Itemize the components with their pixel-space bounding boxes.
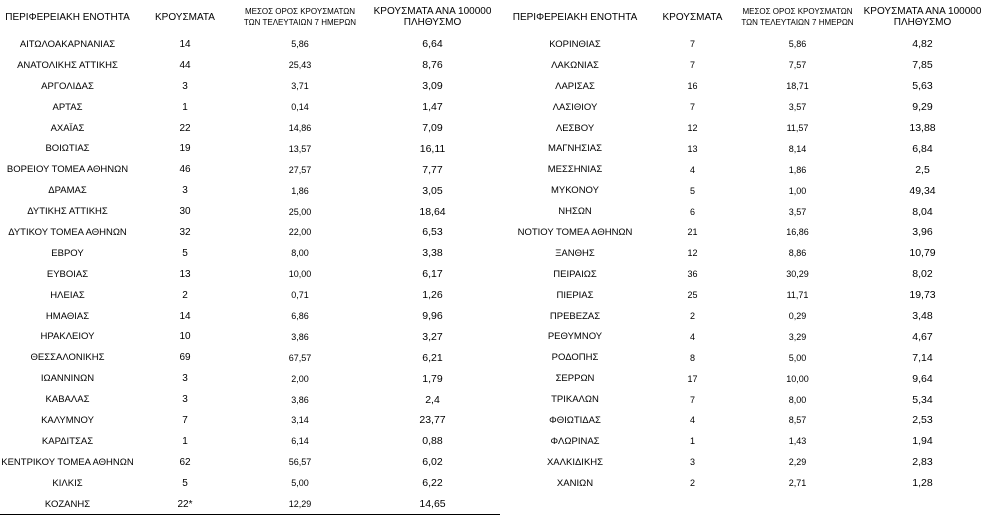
region-cell: ΛΑΣΙΘΙΟΥ: [552, 101, 598, 113]
region-cell: ΚΑΒΑΛΑΣ: [45, 394, 90, 406]
rate-cell: 8,02: [912, 268, 933, 281]
cases-cell: 30: [179, 206, 191, 218]
rate-cell: 3,27: [422, 330, 443, 343]
cases-cell: 5: [689, 185, 695, 196]
rate-cell: 6,21: [422, 351, 443, 364]
table-row: [500, 97, 985, 118]
header-avg-line1: ΜΕΣΟΣ ΟΡΟΣ ΚΡΟΥΣΜΑΤΩΝ: [244, 7, 356, 16]
rate-cell: 14,65: [365, 494, 500, 515]
region-cell: ΝΗΣΩΝ: [558, 206, 592, 218]
avg-cell: 1,86: [788, 164, 807, 175]
region-cell: ΧΑΛΚΙΔΙΚΗΣ: [546, 456, 604, 468]
avg-cell: 25,00: [288, 206, 312, 217]
rate-cell: 10,79: [909, 247, 936, 260]
region-cell: ΜΥΚΟΝΟΥ: [551, 185, 599, 197]
region-cell: ΣΕΡΡΩΝ: [555, 373, 595, 385]
rate-cell: 7,09: [422, 122, 443, 134]
region-cell: ΠΕΙΡΑΙΩΣ: [553, 268, 597, 280]
cases-cell: 25: [687, 290, 698, 301]
region-cell: ΔΥΤΙΚΗΣ ΑΤΤΙΚΗΣ: [27, 206, 108, 218]
cases-cell: 7: [689, 102, 695, 113]
avg-cell: 0,29: [788, 311, 807, 322]
table-row: [0, 76, 500, 97]
avg-cell: 2,00: [291, 373, 309, 384]
table-row: [500, 285, 985, 306]
cases-cell: 3: [182, 185, 188, 197]
rate-cell: 7,77: [422, 163, 443, 176]
region-cell: ΔΡΑΜΑΣ: [48, 185, 87, 197]
avg-cell: 5,86: [788, 39, 807, 50]
avg-cell: 3,86: [291, 394, 309, 405]
table-row: [500, 410, 985, 431]
cases-cell: 4: [689, 331, 695, 342]
table-row: [500, 180, 985, 201]
table-row: [0, 243, 500, 264]
table-row: [0, 138, 500, 159]
cases-cell: 2: [689, 311, 695, 322]
region-cell: ΑΝΑΤΟΛΙΚΗΣ ΑΤΤΙΚΗΣ: [17, 59, 118, 71]
region-cell: ΒΟΙΩΤΙΑΣ: [45, 143, 90, 155]
header-avg: [235, 0, 365, 34]
table-row: [500, 368, 985, 389]
avg-cell: 7,57: [788, 60, 807, 71]
header-region: ΠΕΡΙΦΕΡΕΙΑΚΗ ΕΝΟΤΗΤΑ: [5, 11, 130, 23]
rate-cell: 3,05: [422, 184, 443, 197]
avg-cell: 1,43: [788, 436, 807, 447]
table-row: [0, 306, 500, 327]
table-row: [500, 306, 985, 327]
rate-cell: 6,17: [422, 268, 443, 281]
avg-cell: 2,29: [788, 457, 807, 468]
table-row: [0, 97, 500, 118]
avg-cell: 3,86: [291, 331, 309, 342]
region-cell: ΡΟΔΟΠΗΣ: [551, 352, 599, 364]
table-row: [500, 243, 985, 264]
avg-cell: 5,86: [291, 39, 309, 50]
avg-cell: 0,71: [291, 290, 309, 301]
cases-cell: 10: [179, 331, 191, 343]
region-cell: ΧΑΝΙΩΝ: [556, 477, 594, 489]
cases-cell: 14: [179, 38, 191, 50]
header-row: [500, 0, 985, 34]
cases-cell: 62: [179, 456, 191, 468]
avg-cell: 8,57: [788, 415, 807, 426]
table-row: [0, 389, 500, 410]
cases-cell: 3: [182, 394, 188, 406]
cases-cell: 12: [687, 123, 698, 133]
table-row: [500, 159, 985, 180]
region-cell: ΑΡΓΟΛΙΔΑΣ: [41, 80, 94, 92]
cases-cell: 1: [182, 435, 188, 447]
table-row: [500, 264, 985, 285]
avg-cell: 8,00: [788, 394, 807, 405]
table-row: [0, 201, 500, 222]
avg-cell: 8,86: [788, 248, 807, 259]
header-rate-line1: ΚΡΟΥΣΜΑΤΑ ΑΝΑ 100000: [373, 6, 492, 17]
avg-cell: 3,57: [788, 102, 807, 113]
rate-cell: 7,14: [912, 351, 933, 364]
avg-cell: 22,00: [288, 227, 312, 238]
table-row: [500, 222, 985, 243]
rate-cell: 1,47: [422, 101, 443, 114]
cases-cell: 5: [182, 477, 188, 489]
avg-cell: 11,71: [786, 290, 809, 301]
region-cell: ΕΒΡΟΥ: [51, 247, 84, 259]
table-row: [0, 431, 500, 452]
rate-cell: 8,76: [422, 59, 443, 72]
cases-cell: 7: [689, 394, 695, 405]
region-cell: ΔΥΤΙΚΟΥ ΤΟΜΕΑ ΑΘΗΝΩΝ: [8, 226, 127, 238]
header-cases: ΚΡΟΥΣΜΑΤΑ: [155, 11, 215, 23]
region-cell: ΛΑΚΩΝΙΑΣ: [551, 59, 599, 71]
avg-cell: 10,00: [786, 373, 809, 384]
rate-cell: 9,29: [912, 101, 933, 114]
table-row: [500, 452, 985, 473]
region-cell: ΚΑΛΥΜΝΟΥ: [41, 414, 94, 426]
avg-cell: 10,00: [288, 269, 312, 280]
cases-cell: 14: [179, 310, 191, 322]
region-cell: ΦΛΩΡΙΝΑΣ: [550, 435, 600, 447]
cases-cell: 7: [689, 39, 695, 50]
cases-cell: 4: [689, 164, 695, 175]
rate-cell: 1,79: [422, 372, 443, 385]
avg-cell: 5,00: [291, 478, 309, 489]
rate-cell: 1,28: [912, 477, 933, 490]
table-row: [500, 473, 985, 494]
rate-cell: 9,64: [912, 372, 933, 385]
header-rate: [365, 0, 500, 34]
cases-cell: 46: [179, 164, 191, 176]
rate-cell: 4,67: [912, 330, 933, 343]
rate-cell: 3,38: [422, 247, 443, 260]
rate-cell: 3,09: [422, 80, 443, 93]
cases-cell: 16: [687, 81, 698, 92]
avg-cell: 56,57: [288, 457, 312, 468]
region-cell: ΑΡΤΑΣ: [52, 101, 83, 113]
avg-cell: 67,57: [288, 352, 312, 363]
cases-cell: 8: [689, 352, 695, 363]
avg-cell: 27,57: [288, 164, 312, 175]
rate-cell: 2,5: [915, 163, 930, 176]
rate-cell: 6,02: [422, 456, 443, 469]
cases-cell: 22: [179, 122, 191, 134]
table-row: [0, 410, 500, 431]
cases-cell: 36: [687, 269, 698, 280]
cases-cell: 32: [179, 226, 191, 238]
table-row: [0, 347, 500, 368]
avg-cell: 16,86: [786, 227, 809, 238]
region-cell: ΚΟΡΙΝΘΙΑΣ: [549, 38, 601, 50]
table-row: [500, 55, 985, 76]
region-cell: ΚΟΖΑΝΗΣ: [0, 494, 135, 515]
table-row: [500, 34, 985, 55]
header-rate-line2: ΠΛΗΘΥΣΜΟ: [893, 17, 952, 28]
cases-cell: 7: [689, 60, 695, 71]
cases-cell: 13: [179, 268, 191, 280]
table-row: [500, 76, 985, 97]
rate-cell: 19,73: [909, 289, 936, 302]
region-cell: ΡΕΘΥΜΝΟΥ: [547, 331, 603, 343]
cases-cell: 13: [687, 143, 698, 154]
region-cell: ΦΘΙΩΤΙΔΑΣ: [549, 414, 601, 426]
rate-cell: 6,64: [422, 38, 443, 51]
cases-cell: 4: [689, 415, 695, 426]
region-cell: ΚΑΡΔΙΤΣΑΣ: [41, 435, 94, 447]
table-row: [0, 452, 500, 473]
avg-cell: 1,00: [788, 185, 807, 196]
table-row: [0, 34, 500, 55]
table-row: [500, 326, 985, 347]
cases-cell: 12: [687, 248, 698, 259]
table-row: [0, 222, 500, 243]
avg-cell: 6,86: [291, 311, 309, 322]
rate-cell: 8,04: [912, 205, 933, 218]
table-row: [0, 55, 500, 76]
cases-cell: 7: [182, 414, 188, 426]
rate-cell: 13,88: [909, 122, 936, 134]
avg-cell: 6,14: [291, 436, 309, 447]
avg-cell: 3,57: [788, 206, 807, 217]
cases-cell: 22*: [135, 494, 235, 515]
header-rate-line1: ΚΡΟΥΣΜΑΤΑ ΑΝΑ 100000: [863, 6, 982, 17]
rate-cell: 5,63: [912, 80, 933, 93]
table-row: [0, 159, 500, 180]
rate-cell: 2,4: [425, 393, 440, 406]
rate-cell: 6,53: [422, 226, 443, 239]
rate-cell: 2,83: [912, 456, 933, 469]
cases-cell: 69: [179, 352, 191, 364]
rate-cell: 9,96: [422, 310, 443, 323]
header-avg-line2: ΤΩΝ ΤΕΛΕΥΤΑΙΩΝ 7 ΗΜΕΡΩΝ: [243, 18, 357, 27]
region-cell: ΛΕΣΒΟΥ: [555, 122, 595, 134]
header-row: [0, 0, 500, 34]
table-row: [0, 368, 500, 389]
region-cell: ΜΑΓΝΗΣΙΑΣ: [548, 143, 602, 155]
rate-cell: 4,82: [912, 38, 933, 51]
rate-cell: 3,96: [912, 226, 933, 239]
avg-cell: 12,29: [235, 494, 365, 515]
avg-cell: 5,00: [788, 352, 807, 363]
rate-cell: 6,22: [422, 477, 443, 490]
cases-cell: 2: [182, 289, 188, 301]
header-avg-line1: ΜΕΣΟΣ ΟΡΟΣ ΚΡΟΥΣΜΑΤΩΝ: [742, 7, 853, 16]
table-row: [500, 389, 985, 410]
avg-cell: 13,57: [288, 143, 312, 154]
avg-cell: 14,86: [288, 123, 312, 133]
region-cell: ΑΧΑΪΑΣ: [50, 122, 85, 134]
cases-cell: 5: [182, 247, 188, 259]
table-row: [0, 118, 500, 139]
region-cell: ΙΩΑΝΝΙΝΩΝ: [40, 373, 95, 385]
table-row: [0, 180, 500, 201]
region-cell: ΞΑΝΘΗΣ: [555, 247, 595, 259]
avg-cell: 18,71: [786, 81, 809, 92]
table-row: [500, 431, 985, 452]
table-row: [0, 264, 500, 285]
avg-cell: 3,14: [291, 415, 309, 426]
avg-cell: 30,29: [786, 269, 809, 280]
header-region: ΠΕΡΙΦΕΡΕΙΑΚΗ ΕΝΟΤΗΤΑ: [512, 11, 638, 23]
cases-cell: 3: [182, 80, 188, 92]
avg-cell: 1,86: [291, 185, 309, 196]
region-cell: ΗΛΕΙΑΣ: [50, 289, 85, 301]
table-row: [0, 285, 500, 306]
cases-cell: 3: [689, 457, 695, 468]
region-cell: ΠΡΕΒΕΖΑΣ: [549, 310, 601, 322]
cases-cell: 1: [689, 436, 695, 447]
region-cell: ΤΡΙΚΑΛΩΝ: [551, 394, 599, 406]
avg-cell: 11,57: [786, 123, 809, 133]
table-row: [500, 118, 985, 139]
region-cell: ΗΜΑΘΙΑΣ: [45, 310, 90, 322]
rate-cell: 23,77: [419, 414, 446, 427]
cases-cell: 3: [182, 373, 188, 385]
rate-cell: 1,94: [912, 435, 933, 448]
rate-cell: 2,53: [912, 414, 933, 427]
avg-cell: 0,14: [291, 102, 309, 113]
region-cell: ΜΕΣΣΗΝΙΑΣ: [547, 164, 603, 176]
rate-cell: 3,48: [912, 310, 933, 323]
header-rate: [860, 0, 985, 34]
avg-cell: 25,43: [288, 60, 312, 71]
cases-table-right: [500, 0, 985, 494]
header-cases: ΚΡΟΥΣΜΑΤΑ: [662, 11, 723, 23]
region-cell: ΗΡΑΚΛΕΙΟΥ: [40, 331, 95, 343]
header-avg-line2: ΤΩΝ ΤΕΛΕΥΤΑΙΩΝ 7 ΗΜΕΡΩΝ: [741, 18, 854, 27]
rate-cell: 18,64: [419, 205, 446, 218]
cases-cell: 2: [689, 478, 695, 489]
region-cell: ΚΕΝΤΡΙΚΟΥ ΤΟΜΕΑ ΑΘΗΝΩΝ: [1, 456, 134, 468]
table-row: [500, 347, 985, 368]
rate-cell: 49,34: [909, 184, 936, 197]
rate-cell: 0,88: [422, 435, 443, 448]
rate-cell: 5,34: [912, 393, 933, 406]
rate-cell: 7,85: [912, 59, 933, 72]
rate-cell: 16,11: [419, 142, 446, 155]
header-avg: [735, 0, 860, 34]
cases-cell: 17: [687, 373, 698, 384]
cases-cell: 6: [689, 206, 695, 217]
region-cell: ΕΥΒΟΙΑΣ: [46, 268, 89, 280]
table-row: [500, 201, 985, 222]
region-cell: ΚΙΛΚΙΣ: [52, 477, 83, 489]
region-cell: ΛΑΡΙΣΑΣ: [555, 80, 595, 92]
region-cell: ΑΙΤΩΛΟΑΚΑΡΝΑΝΙΑΣ: [19, 38, 116, 50]
table-row: [500, 138, 985, 159]
region-cell: ΝΟΤΙΟΥ ΤΟΜΕΑ ΑΘΗΝΩΝ: [517, 226, 633, 238]
cases-cell: 21: [687, 227, 698, 238]
rate-cell: 1,26: [422, 289, 443, 302]
table-row: [0, 326, 500, 347]
avg-cell: 3,29: [788, 331, 807, 342]
table-row: [0, 494, 500, 515]
avg-cell: 8,14: [788, 143, 807, 154]
table-row: [0, 473, 500, 494]
region-cell: ΘΕΣΣΑΛΟΝΙΚΗΣ: [30, 352, 105, 364]
cases-cell: 1: [182, 101, 188, 113]
region-cell: ΒΟΡΕΙΟΥ ΤΟΜΕΑ ΑΘΗΝΩΝ: [6, 164, 129, 176]
region-cell: ΠΙΕΡΙΑΣ: [556, 289, 594, 301]
cases-cell: 19: [179, 143, 191, 155]
avg-cell: 3,71: [291, 81, 309, 92]
avg-cell: 2,71: [788, 478, 807, 489]
rate-cell: 6,84: [912, 142, 933, 155]
cases-cell: 44: [179, 59, 191, 71]
avg-cell: 8,00: [291, 248, 309, 259]
header-rate-line2: ΠΛΗΘΥΣΜΟ: [403, 17, 462, 28]
